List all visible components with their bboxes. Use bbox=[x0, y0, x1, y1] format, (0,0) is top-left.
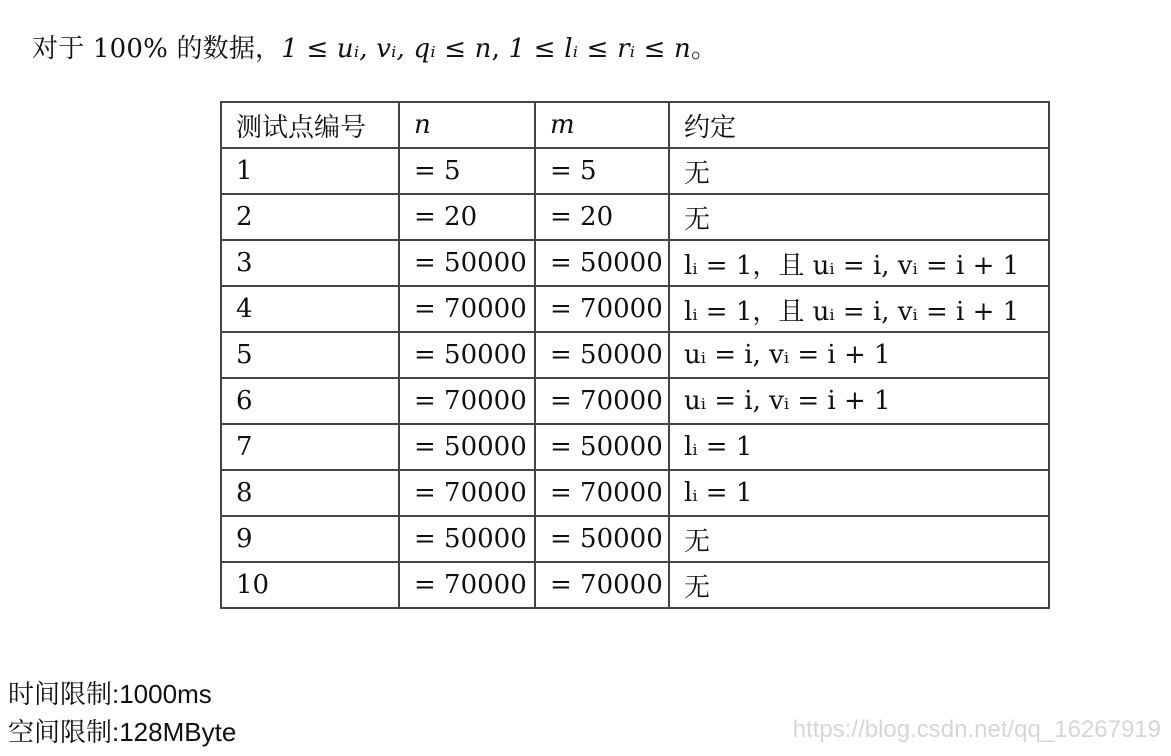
cell-n: = 70000 bbox=[399, 562, 535, 608]
table-row bbox=[221, 562, 1049, 608]
cell-n: = 70000 bbox=[399, 470, 535, 516]
cell-m: = 70000 bbox=[535, 562, 669, 608]
cell-m: = 70000 bbox=[535, 378, 669, 424]
table-header-row bbox=[221, 102, 1049, 148]
watermark: https://blog.csdn.net/qq_16267919 bbox=[792, 716, 1161, 743]
cell-convention: lᵢ = 1 bbox=[669, 470, 1049, 516]
cell-n: = 50000 bbox=[399, 332, 535, 378]
cell-test-id: 10 bbox=[221, 562, 399, 608]
cell-convention: lᵢ = 1，且 uᵢ = i, vᵢ = i + 1 bbox=[669, 286, 1049, 332]
statement-separator: , bbox=[491, 34, 509, 64]
cell-m: = 50000 bbox=[535, 516, 669, 562]
cell-n: = 70000 bbox=[399, 286, 535, 332]
cell-test-id: 8 bbox=[221, 470, 399, 516]
cell-test-id: 4 bbox=[221, 286, 399, 332]
cell-n: = 50000 bbox=[399, 240, 535, 286]
cell-m: = 5 bbox=[535, 148, 669, 194]
cell-convention: 无 bbox=[669, 516, 1049, 562]
cell-test-id: 3 bbox=[221, 240, 399, 286]
cell-convention: lᵢ = 1 bbox=[669, 424, 1049, 470]
memory-limit: 空间限制:128MByte bbox=[8, 717, 237, 747]
cell-m: = 50000 bbox=[535, 332, 669, 378]
cell-n: = 70000 bbox=[399, 378, 535, 424]
cell-convention: uᵢ = i, vᵢ = i + 1 bbox=[669, 332, 1049, 378]
cell-test-id: 6 bbox=[221, 378, 399, 424]
test-case-table bbox=[220, 101, 1050, 609]
time-limit: 时间限制:1000ms bbox=[8, 679, 212, 709]
cell-convention: 无 bbox=[669, 562, 1049, 608]
cell-convention: 无 bbox=[669, 194, 1049, 240]
cell-n: = 20 bbox=[399, 194, 535, 240]
table-row bbox=[221, 516, 1049, 562]
table-body bbox=[221, 148, 1049, 608]
table-row bbox=[221, 194, 1049, 240]
cell-n: = 50000 bbox=[399, 424, 535, 470]
header-m: m bbox=[535, 102, 669, 148]
cell-test-id: 9 bbox=[221, 516, 399, 562]
data-range-statement bbox=[32, 28, 717, 65]
statement-prefix: 对于 100% 的数据， bbox=[32, 34, 282, 64]
cell-m: = 20 bbox=[535, 194, 669, 240]
cell-m: = 50000 bbox=[535, 424, 669, 470]
cell-test-id: 7 bbox=[221, 424, 399, 470]
cell-m: = 50000 bbox=[535, 240, 669, 286]
statement-constraint-1: 1 ≤ uᵢ, vᵢ, qᵢ ≤ n bbox=[281, 34, 492, 64]
table-row bbox=[221, 332, 1049, 378]
header-n: n bbox=[399, 102, 535, 148]
table-row bbox=[221, 286, 1049, 332]
statement-constraint-2: 1 ≤ lᵢ ≤ rᵢ ≤ n bbox=[508, 34, 691, 64]
cell-n: = 5 bbox=[399, 148, 535, 194]
header-test-id: 测试点编号 bbox=[221, 102, 399, 148]
table-row bbox=[221, 240, 1049, 286]
table-row bbox=[221, 378, 1049, 424]
table-row bbox=[221, 470, 1049, 516]
header-convention: 约定 bbox=[669, 102, 1049, 148]
cell-m: = 70000 bbox=[535, 470, 669, 516]
statement-end: 。 bbox=[690, 34, 718, 64]
table-row bbox=[221, 148, 1049, 194]
cell-test-id: 1 bbox=[221, 148, 399, 194]
cell-convention: lᵢ = 1，且 uᵢ = i, vᵢ = i + 1 bbox=[669, 240, 1049, 286]
table-row bbox=[221, 424, 1049, 470]
cell-convention: 无 bbox=[669, 148, 1049, 194]
cell-test-id: 2 bbox=[221, 194, 399, 240]
cell-n: = 50000 bbox=[399, 516, 535, 562]
cell-convention: uᵢ = i, vᵢ = i + 1 bbox=[669, 378, 1049, 424]
cell-test-id: 5 bbox=[221, 332, 399, 378]
cell-m: = 70000 bbox=[535, 286, 669, 332]
